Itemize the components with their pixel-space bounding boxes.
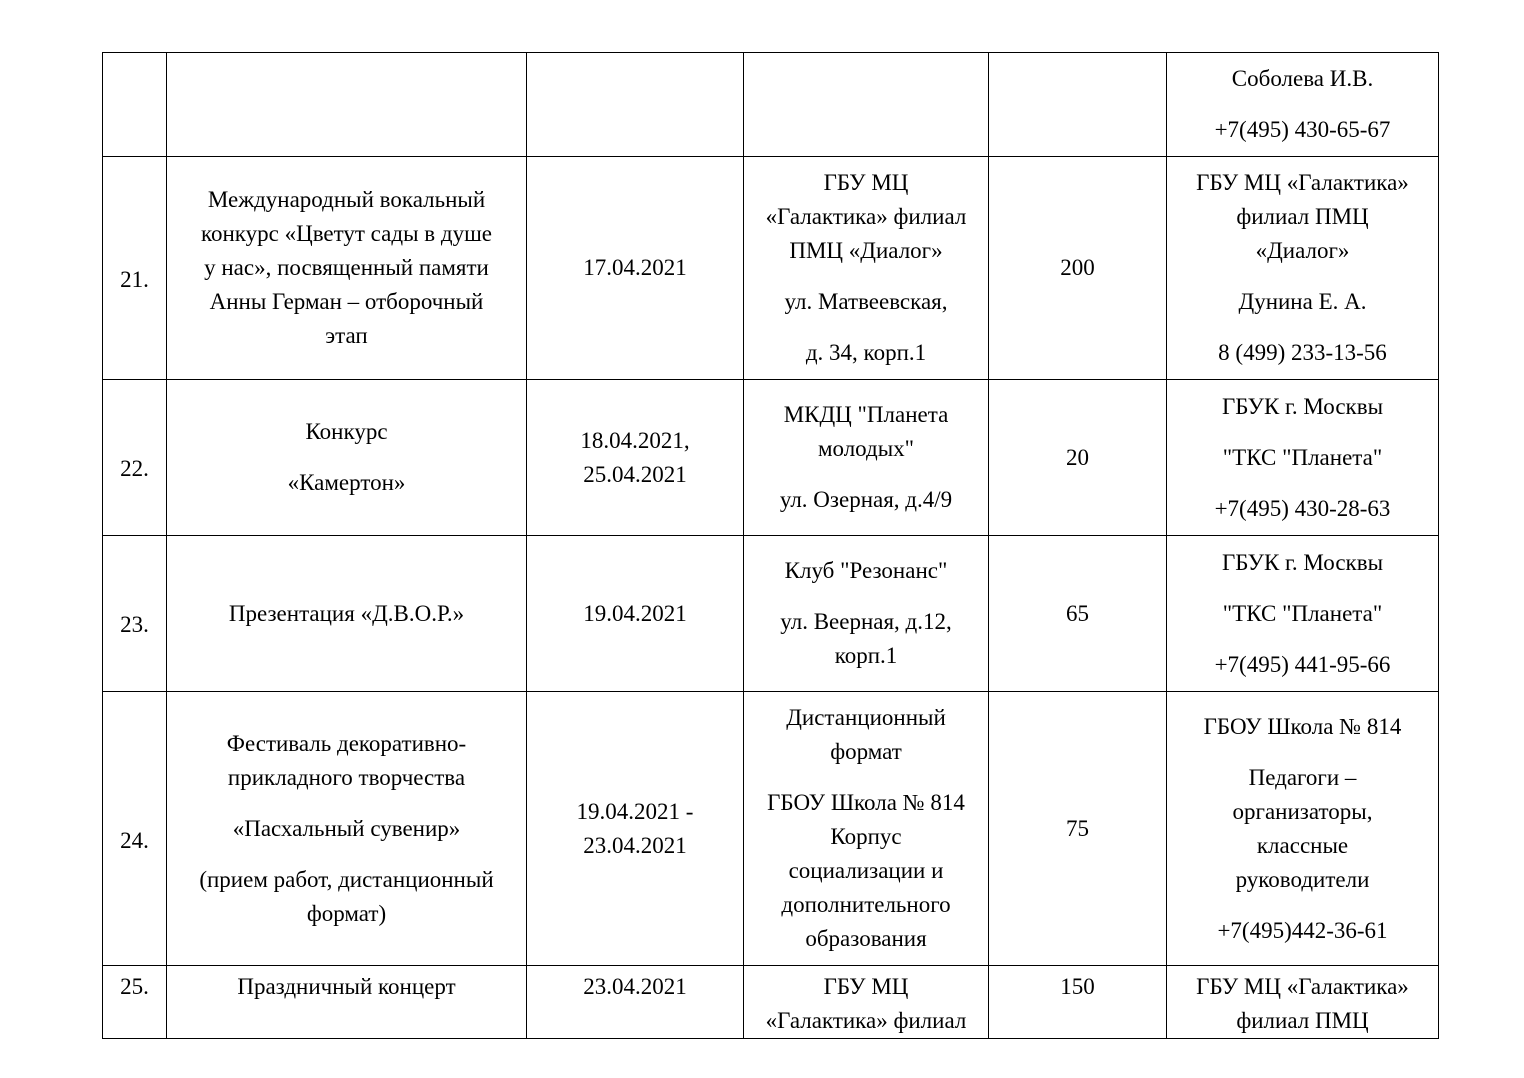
organizer-line: классные — [1256, 832, 1349, 858]
event-place-line: Клуб "Резонанс" — [784, 558, 948, 583]
event-name-line: формат) — [306, 900, 387, 926]
event-place-line: дополнительного — [781, 892, 951, 917]
event-name-line: Фестиваль декоративно- — [226, 730, 467, 756]
event-place-line: социализации и — [788, 858, 944, 883]
organizer-line: «Диалог» — [1255, 238, 1350, 263]
event-name-line: этап — [325, 323, 368, 348]
event-name-line: у нас», посвященный памяти — [204, 255, 489, 280]
organizer-phone: +7(495)442-36-61 — [1217, 917, 1388, 943]
table-row — [103, 692, 1439, 966]
organizer-phone: 8 (499) 233-13-56 — [1218, 340, 1387, 365]
organizer-phone: +7(495) 430-65-67 — [1214, 117, 1391, 142]
event-date-cell — [527, 692, 744, 966]
table-row — [103, 966, 1439, 1039]
row-number: 22. — [103, 380, 167, 536]
event-place-line: Дистанционный — [786, 705, 946, 730]
organizer-line: филиал ПМЦ — [1236, 204, 1369, 229]
row-number: 21. — [103, 157, 167, 380]
organizer-line: Соболева И.В. — [1231, 66, 1374, 91]
events-table — [102, 52, 1439, 1039]
event-place-line: д. 34, корп.1 — [805, 340, 927, 365]
organizer-line: "ТКС "Планета" — [1222, 444, 1383, 470]
table-row — [103, 536, 1439, 692]
event-place-line: ул. Матвеевская, — [784, 289, 948, 314]
event-place-line: ГБОУ Школа № 814 — [767, 790, 965, 815]
event-name-line: «Камертон» — [287, 470, 406, 495]
event-name-cell — [167, 380, 527, 536]
event-name-cell — [167, 692, 527, 966]
organizer-line: ГБУК г. Москвы — [1221, 549, 1384, 575]
event-name-line: Конкурс — [305, 419, 388, 444]
organizer-line: филиал ПМЦ — [1236, 1008, 1369, 1033]
event-date: 19.04.2021 - — [576, 798, 694, 824]
event-name-cell — [167, 536, 527, 692]
organizer-cell — [1167, 692, 1439, 966]
event-date: 25.04.2021 — [583, 461, 687, 487]
event-name-line: конкурс «Цветут сады в душе — [200, 221, 493, 246]
organizer-line: ГБУК г. Москвы — [1221, 393, 1384, 419]
organizer-line: ГБУ МЦ «Галактика» — [1196, 170, 1409, 195]
event-date: 23.04.2021 — [583, 832, 687, 858]
row-number: 24. — [103, 692, 167, 966]
event-date-cell — [527, 536, 744, 692]
event-place-line: «Галактика» филиал — [765, 204, 967, 229]
event-place-line: ГБУ МЦ — [823, 974, 909, 999]
organizer-cell — [1167, 536, 1439, 692]
event-place-cell — [744, 53, 989, 157]
participants-cell: 20 — [989, 380, 1167, 536]
row-number: 23. — [103, 536, 167, 692]
table-row — [103, 380, 1439, 536]
event-place-line: формат — [830, 739, 902, 764]
participants-cell: 200 — [989, 157, 1167, 380]
event-place-line: МКДЦ "Планета — [783, 402, 949, 427]
participants-cell — [989, 53, 1167, 157]
organizer-cell — [1167, 157, 1439, 380]
event-place-cell — [744, 966, 989, 1039]
event-date-cell — [527, 380, 744, 536]
participants-cell: 150 — [989, 966, 1167, 1039]
event-name-line: Презентация «Д.В.О.Р.» — [228, 600, 465, 626]
event-name-cell: Праздничный концерт — [167, 966, 527, 1039]
organizer-line: Дунина Е. А. — [1238, 289, 1367, 314]
event-date: 17.04.2021 — [583, 255, 687, 280]
table-row — [103, 53, 1439, 157]
organizer-line: организаторы, — [1232, 798, 1373, 824]
organizer-line: руководители — [1235, 866, 1370, 892]
event-date: 19.04.2021 — [583, 600, 687, 626]
event-date-cell — [527, 53, 744, 157]
event-date: 18.04.2021, — [580, 427, 690, 453]
event-place-line: Корпус — [830, 824, 902, 849]
event-name-line: (прием работ, дистанционный — [199, 866, 494, 892]
event-place-cell — [744, 380, 989, 536]
event-place-cell — [744, 157, 989, 380]
row-number — [103, 53, 167, 157]
event-place-line: ул. Веерная, д.12, — [780, 609, 952, 634]
organizer-cell — [1167, 966, 1439, 1039]
organizer-line: ГБОУ Школа № 814 — [1203, 713, 1402, 739]
event-place-line: ГБУ МЦ — [823, 170, 909, 195]
organizer-phone: +7(495) 430-28-63 — [1214, 495, 1391, 521]
event-place-line: ПМЦ «Диалог» — [789, 238, 943, 263]
row-number: 25. — [103, 966, 167, 1039]
organizer-cell — [1167, 53, 1439, 157]
organizer-line: ГБУ МЦ «Галактика» — [1196, 974, 1409, 999]
event-place-cell — [744, 692, 989, 966]
event-place-line: ул. Озерная, д.4/9 — [779, 487, 953, 512]
event-place-line: молодых" — [817, 436, 915, 461]
event-name-cell — [167, 53, 527, 157]
table-row — [103, 157, 1439, 380]
event-name-line: прикладного творчества — [227, 764, 466, 790]
organizer-line: "ТКС "Планета" — [1222, 600, 1383, 626]
event-place-line: корп.1 — [834, 643, 898, 668]
event-place-cell — [744, 536, 989, 692]
organizer-phone: +7(495) 441-95-66 — [1214, 651, 1391, 677]
participants-cell: 75 — [989, 692, 1167, 966]
event-name-line: «Пасхальный сувенир» — [232, 815, 461, 841]
event-name-line: Анны Герман – отборочный — [209, 289, 484, 314]
organizer-line: Педагоги – — [1248, 764, 1357, 790]
event-date-cell: 23.04.2021 — [527, 966, 744, 1039]
participants-cell: 65 — [989, 536, 1167, 692]
event-name-cell — [167, 157, 527, 380]
event-date-cell — [527, 157, 744, 380]
event-name-line: Международный вокальный — [207, 187, 486, 212]
event-place-line: «Галактика» филиал — [765, 1008, 967, 1033]
event-place-line: образования — [805, 926, 927, 951]
organizer-cell — [1167, 380, 1439, 536]
